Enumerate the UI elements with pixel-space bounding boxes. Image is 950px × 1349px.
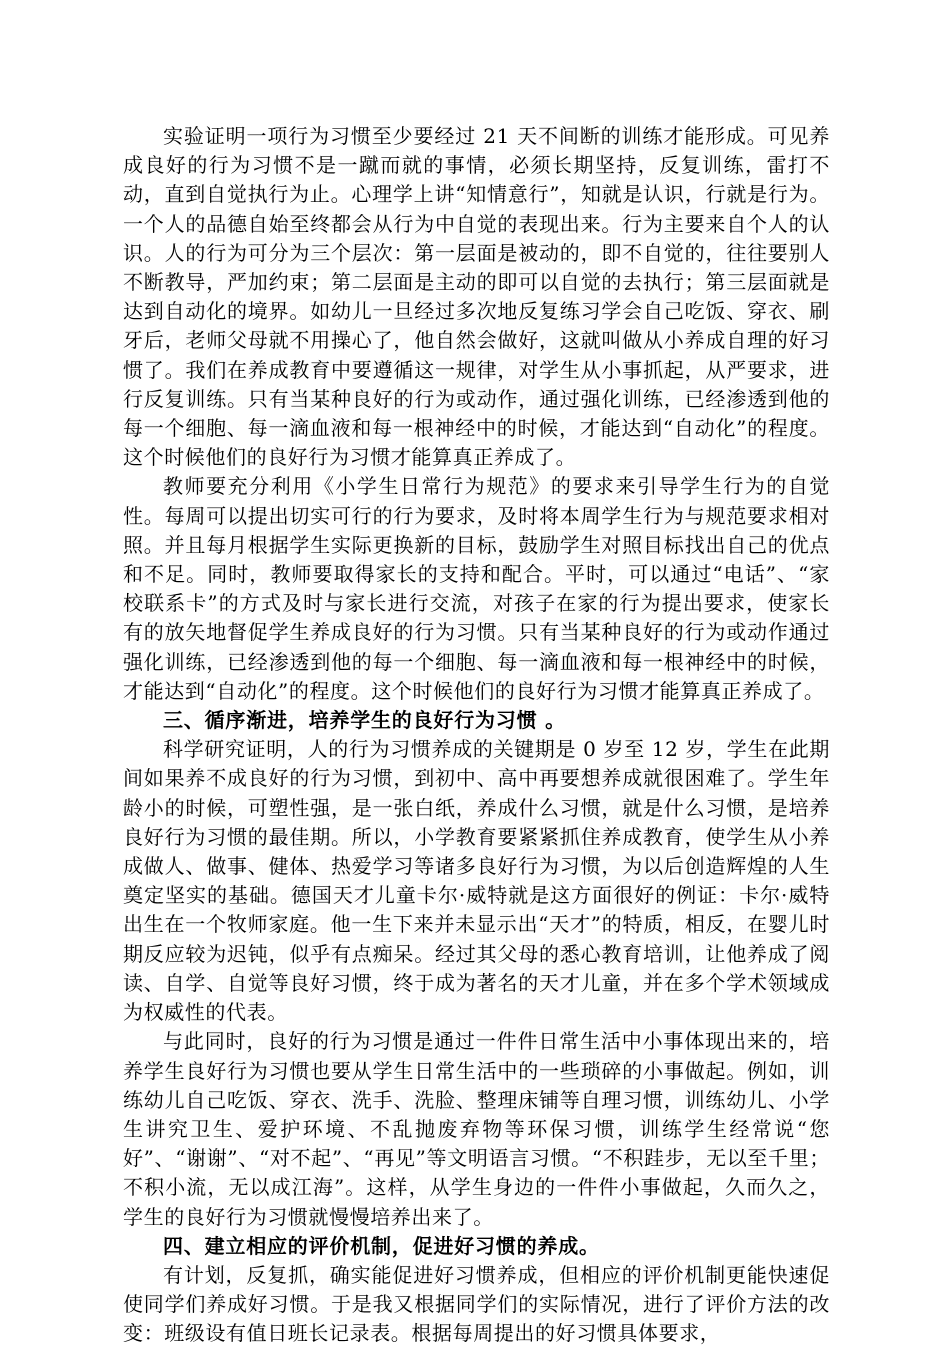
section-heading-four: 四、建立相应的评价机制，促进好习惯的养成。 xyxy=(163,1233,600,1258)
paragraph-habit-formation: 实验证明一项行为习惯至少要经过 21 天不间断的训练才能形成。可见养成良好的行为习惯不是一蹴而就的事情，必须长期坚持，反复训练，雷打不动，直到自觉执行为止。心理学上讲“知情意行”，知就是认识，行就是行为。一个人的品德自始至终都会从行为中自觉的表现出来。行为主要来自个人的认识。人的行为可分为三个层次：第一层面是被动的，即不自觉的，往往要别人不断教导，严加约束；第二层面是主动的即可以自觉的去执行；第三层面就是达到自动化的境界。如幼儿一旦经过多次地反复练习学会自己吃饭、穿衣、刷牙后，老师父母就不用操心了，他自然会做好，这就叫做从小养成自理的好习惯了。我们在养成教育中要遵循这一规律，对学生从小事抓起，从严要求，进行反复训练。只有当某种良好的行为或动作，通过强化训练，已经渗透到他的每一个细胞、每一滴血液和每一根神经中的时候，才能达到“自动化”的程度。这个时候他们的良好行为习惯才能算真正养成了。 xyxy=(123,124,830,470)
paragraph-daily-small-things: 与此同时，良好的行为习惯是通过一件件日常生活中小事体现出来的，培养学生良好行为习惯也要从学生日常生活中的一些琐碎的小事做起。例如，训练幼儿自己吃饭、穿衣、洗手、洗脸、整理床铺等自理习惯，训练幼儿、小学生讲究卫生、爱护环境、不乱抛废弃物等环保习惯，训练学生经常说“您好”、“谢谢”、“对不起”、“再见”等文明语言习惯。“不积跬步，无以至千里；不积小流，无以成江海”。这样，从学生身边的一件件小事做起，久而久之，学生的良好行为习惯就慢慢培养出来了。 xyxy=(123,1029,830,1229)
paragraph-critical-period: 科学研究证明，人的行为习惯养成的关键期是 0 岁至 12 岁，学生在此期间如果养不成良好的行为习惯，到初中、高中再要想养成就很困难了。学生年龄小的时候，可塑性强，是一张白纸，养成什么习惯，就是什么习惯，是培养良好行为习惯的最佳期。所以，小学教育要紧紧抓住养成教育，使学生从小养成做人、做事、健体、热爱学习等诸多良好行为习惯，为以后创造辉煌的人生奠定坚实的基础。德国天才儿童卡尔·威特就是这方面很好的例证：卡尔·威特出生在一个牧师家庭。他一生下来并未显示出“天才”的特质，相反，在婴儿时期反应较为迟钝，似乎有点痴呆。经过其父母的悉心教育培训，让他养成了阅读、自学、自觉等良好习惯，终于成为著名的天才儿童，并在多个学术领域成为权威性的代表。 xyxy=(123,737,830,1025)
paragraph-evaluation-mechanism: 有计划，反复抓，确实能促进好习惯养成，但相应的评价机制更能快速促使同学们养成好习惯。于是我又根据同学们的实际情况，进行了评价方法的改变：班级设有值日班长记录表。根据每周提出的好习惯具体要求， xyxy=(123,1262,830,1346)
paragraph-teacher-guidance: 教师要充分利用《小学生日常行为规范》的要求来引导学生行为的自觉性。每周可以提出切实可行的行为要求，及时将本周学生行为与规范要求相对照。并且每月根据学生实际更换新的目标，鼓励学生对照目标找出自己的优点和不足。同时，教师要取得家长的支持和配合。平时，可以通过“电话”、“家校联系卡”的方式及时与家长进行交流，对孩子在家的行为提出要求，使家长有的放矢地督促学生养成良好的行为习惯。只有当某种良好的行为或动作通过强化训练，已经渗透到他的每一个细胞、每一滴血液和每一根神经中的时候，才能达到“自动化”的程度。这个时候他们的良好行为习惯才能算真正养成了。 xyxy=(123,474,830,703)
document-page xyxy=(123,122,830,1349)
section-heading-three: 三、循序渐进，培养学生的良好行为习惯 。 xyxy=(163,708,566,733)
